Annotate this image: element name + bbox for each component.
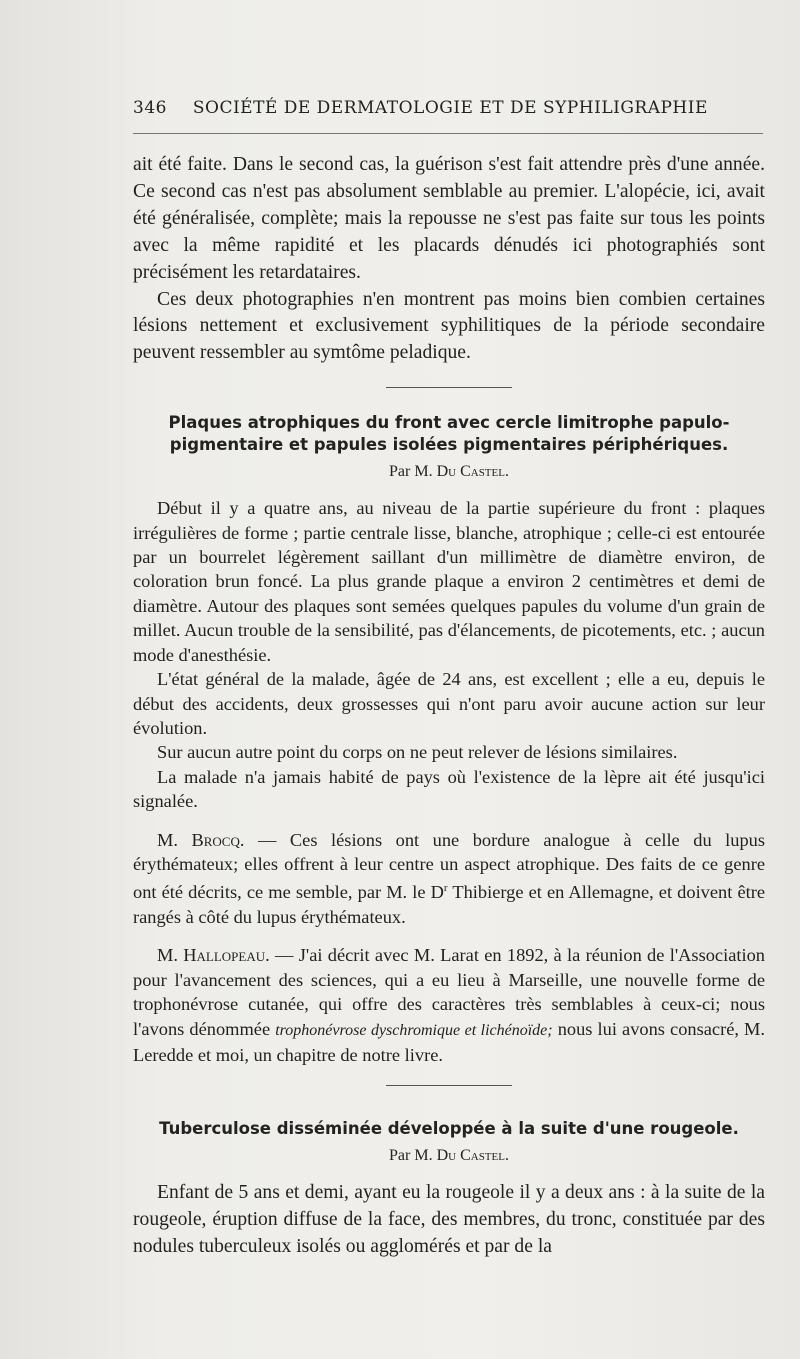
discussion-text: Thibierge et en Allemagne, et doivent être rangés à côté du lupus érythémateux. <box>133 882 765 927</box>
case-paragraph-1: Enfant de 5 ans et demi, ayant eu la rougeole il y a deux ans : à la suite de la rougeole, éruption diffuse de la face, des membres, du tronc, constituée par des nodules tuberculeux isolés ou agglomérés et par de la <box>133 1182 765 1258</box>
author-name: Du Castel. <box>436 1147 509 1165</box>
case-paragraph-2: L'état général de la malade, âgée de 24 ans, est excellent ; elle a eu, depuis le début des accidents, deux grossesses qui n'ont paru avoir aucune action sur leur évolution. <box>133 669 765 738</box>
discussion-text: nous lui avons consacré, M. Leredde et moi, un chapitre de notre livre. <box>133 1018 765 1065</box>
running-header <box>133 98 763 118</box>
case-paragraph-3: Sur aucun autre point du corps on ne peut relever de lésions similaires. <box>157 742 678 763</box>
discussion-text: — Ces lésions ont une bordure analogue à celle du lupus érythémateux; elles offrent à leur centre un aspect atrophique. Des faits de ce genre ont été décrits, ce me semble, par M. le D <box>133 829 766 903</box>
article-title: Plaques atrophiques du front avec cercle limitrophe papulo-pigmentaire et papules isolées pigmentaires périphériques. <box>168 413 730 455</box>
article-tuberculose <box>133 1118 765 1261</box>
article-byline <box>133 460 765 484</box>
byline-par: Par M. <box>389 1147 433 1165</box>
case-paragraph-4: La malade n'a jamais habité de pays où l'existence de la lèpre ait été jusqu'ici signalée. <box>133 766 765 812</box>
speaker-name: M. Brocq. <box>157 829 245 850</box>
article-title: Tuberculose disséminée développée à la suite d'une rougeole. <box>159 1119 739 1139</box>
discussion-brocq <box>133 828 765 930</box>
header-rule <box>133 133 763 134</box>
case-paragraph-1: Début il y a quatre ans, au niveau de la partie supérieure du front : plaques irrégulières de forme ; partie centrale lisse, blanche, atrophique ; celle-ci est entourée par un bourrelet légèrement saillant d'un millimètre de diamètre environ, de coloration brun foncé. La plus grande plaque a environ 2 centimètres et demi de diamètre. Autour des plaques sont semées quelques papules du volume d'un grain de millet. Aucun trouble de la sensibilité, pas d'élancements, de picotements, etc. ; aucun mode d'anesthésie. <box>133 498 765 665</box>
page-body <box>133 152 765 1261</box>
running-title: SOCIÉTÉ DE DERMATOLOGIE ET DE SYPHILIGRAPHIE <box>192 98 708 118</box>
discussion-hallopeau <box>133 943 765 1067</box>
byline-par: Par M. <box>389 463 433 481</box>
section-separator <box>386 1085 512 1086</box>
article-byline <box>133 1144 765 1168</box>
author-name: Du Castel. <box>436 463 509 481</box>
page-number: 346 <box>133 98 167 118</box>
superscript: r <box>443 882 448 895</box>
section-separator <box>386 387 512 388</box>
italic-term: trophonévrose dyschromique et lichénoïde; <box>275 1021 553 1039</box>
discussion-text: — J'ai décrit avec M. Larat en 1892, à la réunion de l'Association pour l'avancement des sciences, qui a eu lieu à Marseille, une nouvelle forme de trophonévrose cutanée, qui offre des caractères très semblables à ceux-ci; nous l'avons dénommée <box>133 945 765 1039</box>
intro-paragraph-2: Ces deux photographies n'en montrent pas moins bien combien certaines lésions nettement et exclusivement syphilitiques de la période secondaire peuvent ressembler au symtôme peladique. <box>133 288 765 364</box>
intro-paragraph-1: ait été faite. Dans le second cas, la guérison s'est fait attendre près d'une année. Ce second cas n'est pas absolument semblable au premier. L'alopécie, ici, avait été généralisée, complète; mais la repousse ne s'est pas faite sur tous les points avec la même rapidité et les placards dénudés ici photographiés sont précisément les retardataires. <box>133 154 765 283</box>
article-plaques-atrophiques <box>133 412 765 1067</box>
speaker-name: M. Hallopeau. <box>157 945 270 966</box>
